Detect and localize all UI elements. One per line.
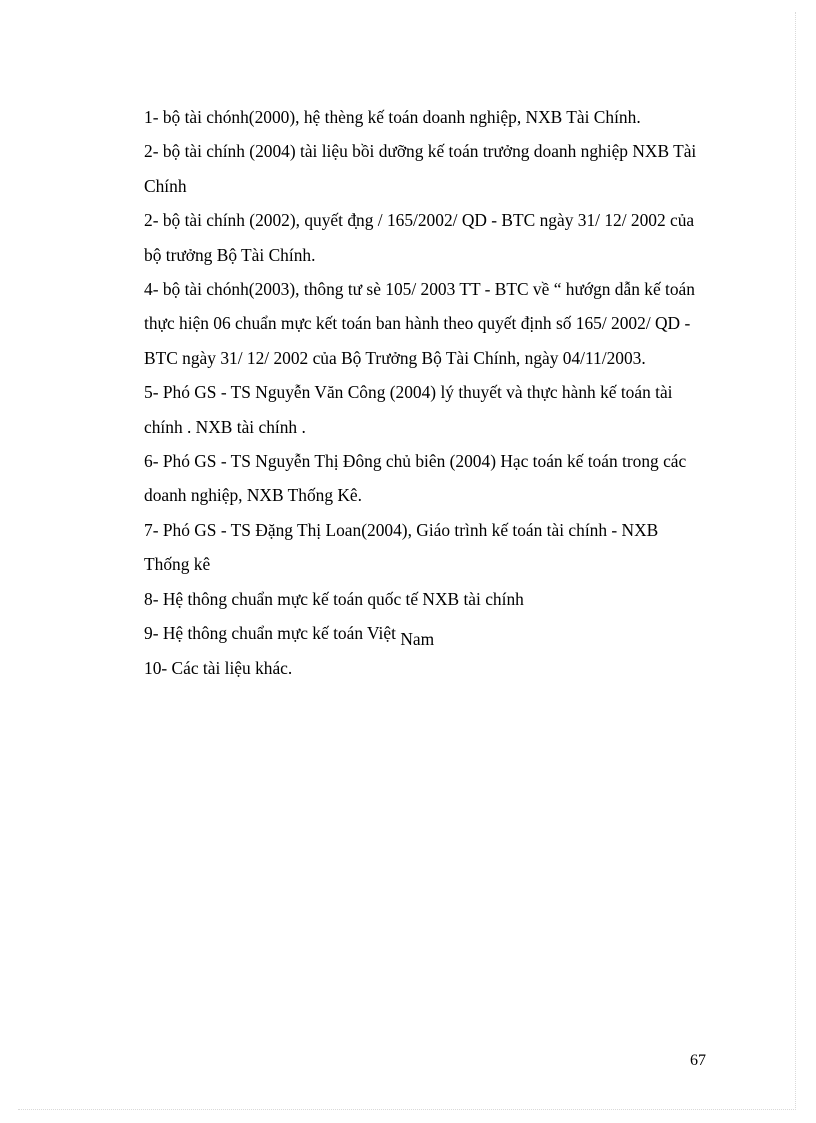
reference-list [144,100,697,685]
reference-item-10: 10- Các tài liệu khác. [144,657,293,678]
reference-item-6: 6- Phó GS - TS Nguyễn Thị Đông chủ biên (2004) Hạc toán kế toán trong các doanh nghiệp, NXB Thống Kê. [144,451,687,506]
reference-item-3: 2- bộ tài chính (2002), quyết đ̣ng / 165/2002/ QD - BTC ngày 31/ 12/ 2002 của bộ trưởng Bộ Tài Chính. [144,210,695,265]
reference-item-9-tail: Nam [400,629,435,650]
reference-item-8: 8- Hệ thông chuẩn mực kế toán quốc tế NXB tài chính [144,588,524,609]
reference-item-5: 5- Phó GS - TS Nguyễn Văn Công (2004) lý thuyết và thực hành kế toán tài chính . NXB tài chính . [144,382,673,437]
page-number: 67 [690,1052,706,1069]
reference-item-4: 4- bộ tài chónh(2003), thông tư sè 105/ 2003 TT - BTC về “ hướgn dẫn kế toán thực hiện 06 chuẩn mực kết toán ban hành theo quyết định số 165/ 2002/ QD - BTC ngày 31/ 12/ 2002 của Bộ Trưởng Bộ Tài Chính, ngày 04/11/2003. [144,279,695,368]
reference-item-7: 7- Phó GS - TS Đặng Thị Loan(2004), Giáo trình kế toán tài chính - NXB Thống kê [144,519,659,575]
reference-item-1: 1- bộ tài chónh(2000), hệ thèng kế toán doanh nghiệp, NXB Tài Chính. [144,107,641,127]
reference-item-9 [144,616,697,650]
reference-item-2: 2- bộ tài chính (2004) tài liệu bồi dưỡng kế toán trưởng doanh nghiệp NXB Tài Chính [144,141,697,196]
reference-item-9-main: 9- Hệ thông chuẩn mực kế toán Việt [144,623,396,644]
